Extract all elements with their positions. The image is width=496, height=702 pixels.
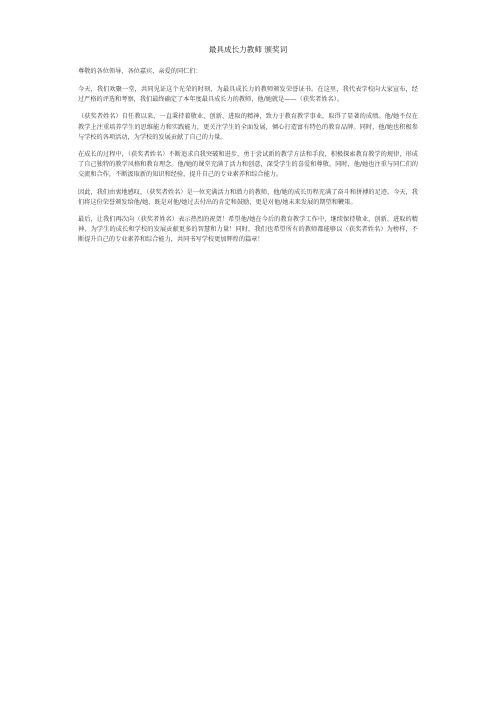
paragraph-2: （获奖者姓名）自任教以来，一直秉持着敬业、创新、进取的精神，致力于教育教学事业，取得了显著的成绩。他/她不仅在教学上注重培养学生的思维能力和实践能力，更关注学生的全面发展，倾心打造富有特色的教育品牌。同时，他/她也积极参与学校的各项活动，为学校的发展贡献了自己的力量。 — [78, 113, 418, 141]
greeting: 尊敬的各位领导、各位嘉宾、亲爱的同仁们： — [78, 68, 202, 75]
document-title: 最具成长力教师 颁奖词 — [208, 45, 288, 54]
paragraph-5: 最后，让我们再次向（获奖者姓名）表示热烈的祝贺！希望他/她在今后的教育教学工作中，继续保持敬业、创新、进取的精神，为学生的成长和学校的发展贡献更多的智慧和力量！同时，我们也希望所有的教师都能够以（获奖者姓名）为榜样，不断提升自己的专业素养和综合能力，共同书写学校更加辉煌的篇章！ — [78, 216, 418, 244]
paragraph-3: 在成长的过程中，（获奖者姓名）不断追求自我突破和进步，勇于尝试新的教学方法和手段，积极探索教育教学的规律，形成了自己独特的教学风格和教育理念。他/她的课堂充满了活力和创意，深受学生的喜爱和尊敬。同时，他/她也注重与同仁们的交流和合作，不断汲取新的知识和经验，提升自己的专业素养和综合能力。 — [78, 151, 418, 179]
paragraph-1: 今天，我们欢聚一堂，共同见证这个光荣的时刻，为最具成长力的教师颁发荣誉证书。在这里，我代表学校向大家宣布，经过严格的评选和考察，我们最终确定了本年度最具成长力的教师，他/她就是——（获奖者姓名）。 — [78, 86, 418, 104]
paragraph-4: 因此，我们由衷地感叹，（获奖者姓名）是一位充满活力和潜力的教师，他/她的成长历程充满了奋斗和拼搏的足迹。今天，我们将这份荣誉颁发给他/她，既是对他/她过去付出的肯定和鼓励，更是对他/她未来发展的期望和鞭策。 — [78, 188, 418, 206]
